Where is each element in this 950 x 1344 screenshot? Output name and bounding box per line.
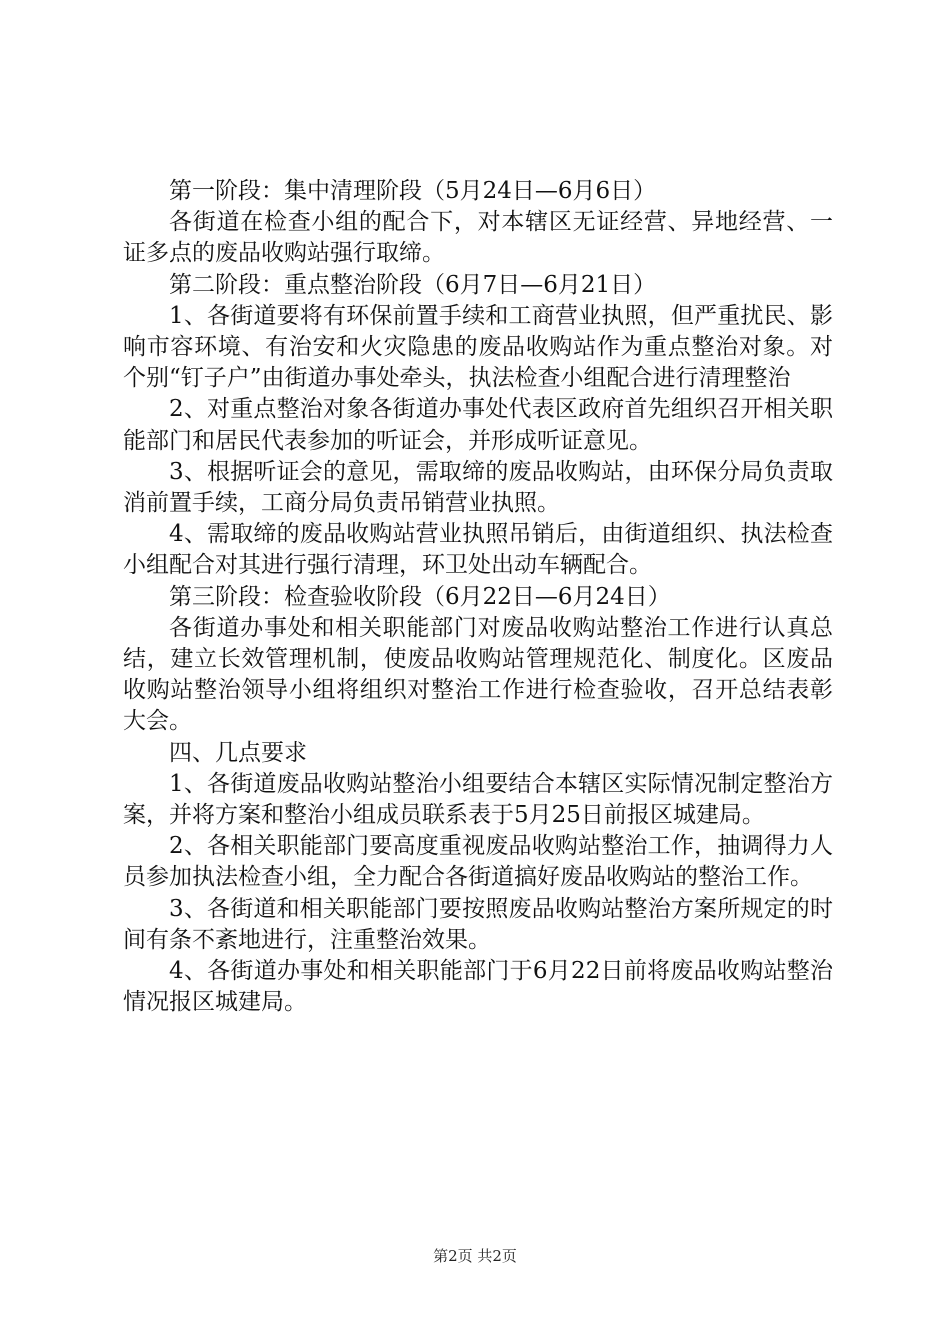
phase-one-text: 各街道在检查小组的配合下，对本辖区无证经营、异地经营、一证多点的废品收购站强行取缔。 bbox=[123, 209, 833, 267]
phase-two-item-4: 4、需取缔的废品收购站营业执照吊销后，由街道组织、执法检查小组配合对其进行强行清理，环卫处出动车辆配合。 bbox=[123, 521, 833, 579]
phase-one-heading: 第一阶段：集中清理阶段（5月24日—6月6日） bbox=[169, 178, 657, 204]
phase-two-item-3: 3、根据听证会的意见，需取缔的废品收购站，由环保分局负责取消前置手续，工商分局负责吊销营业执照。 bbox=[123, 458, 833, 517]
page-footer bbox=[0, 1245, 950, 1266]
requirement-item-4: 4、各街道办事处和相关职能部门于6月22日前将废品收购站整治情况报区城建局。 bbox=[123, 958, 833, 1016]
requirement-item-2: 2、各相关职能部门要高度重视废品收购站整治工作，抽调得力人员参加执法检查小组，全力配合各街道搞好废品收购站的整治工作。 bbox=[123, 833, 833, 891]
document-body bbox=[123, 176, 833, 1018]
requirement-item-1: 1、各街道废品收购站整治小组要结合本辖区实际情况制定整治方案，并将方案和整治小组成员联系表于5月25日前报区城建局。 bbox=[123, 770, 833, 829]
page-number: 第2页 共2页 bbox=[433, 1247, 517, 1265]
phase-two-item-2: 2、对重点整治对象各街道办事处代表区政府首先组织召开相关职能部门和居民代表参加的听证会，并形成听证意见。 bbox=[123, 396, 833, 454]
requirements-heading: 四、几点要求 bbox=[169, 739, 307, 766]
phase-three-heading: 第三阶段：检查验收阶段（6月22日—6月24日） bbox=[169, 583, 671, 610]
phase-two-heading: 第二阶段：重点整治阶段（6月7日—6月21日） bbox=[169, 271, 657, 298]
phase-three-text: 各街道办事处和相关职能部门对废品收购站整治工作进行认真总结，建立长效管理机制，使废品收购站管理规范化、制度化。区废品收购站整治领导小组将组织对整治工作进行检查验收，召开总结表彰大会。 bbox=[123, 614, 833, 735]
phase-two-item-1: 1、各街道要将有环保前置手续和工商营业执照，但严重扰民、影响市容环境、有治安和火灾隐患的废品收购站作为重点整治对象。对个别“钉子户”由街道办事处牵头，执法检查小组配合进行清理整治 bbox=[123, 302, 833, 392]
requirement-item-3: 3、各街道和相关职能部门要按照废品收购站整治方案所规定的时间有条不紊地进行，注重整治效果。 bbox=[123, 895, 833, 953]
